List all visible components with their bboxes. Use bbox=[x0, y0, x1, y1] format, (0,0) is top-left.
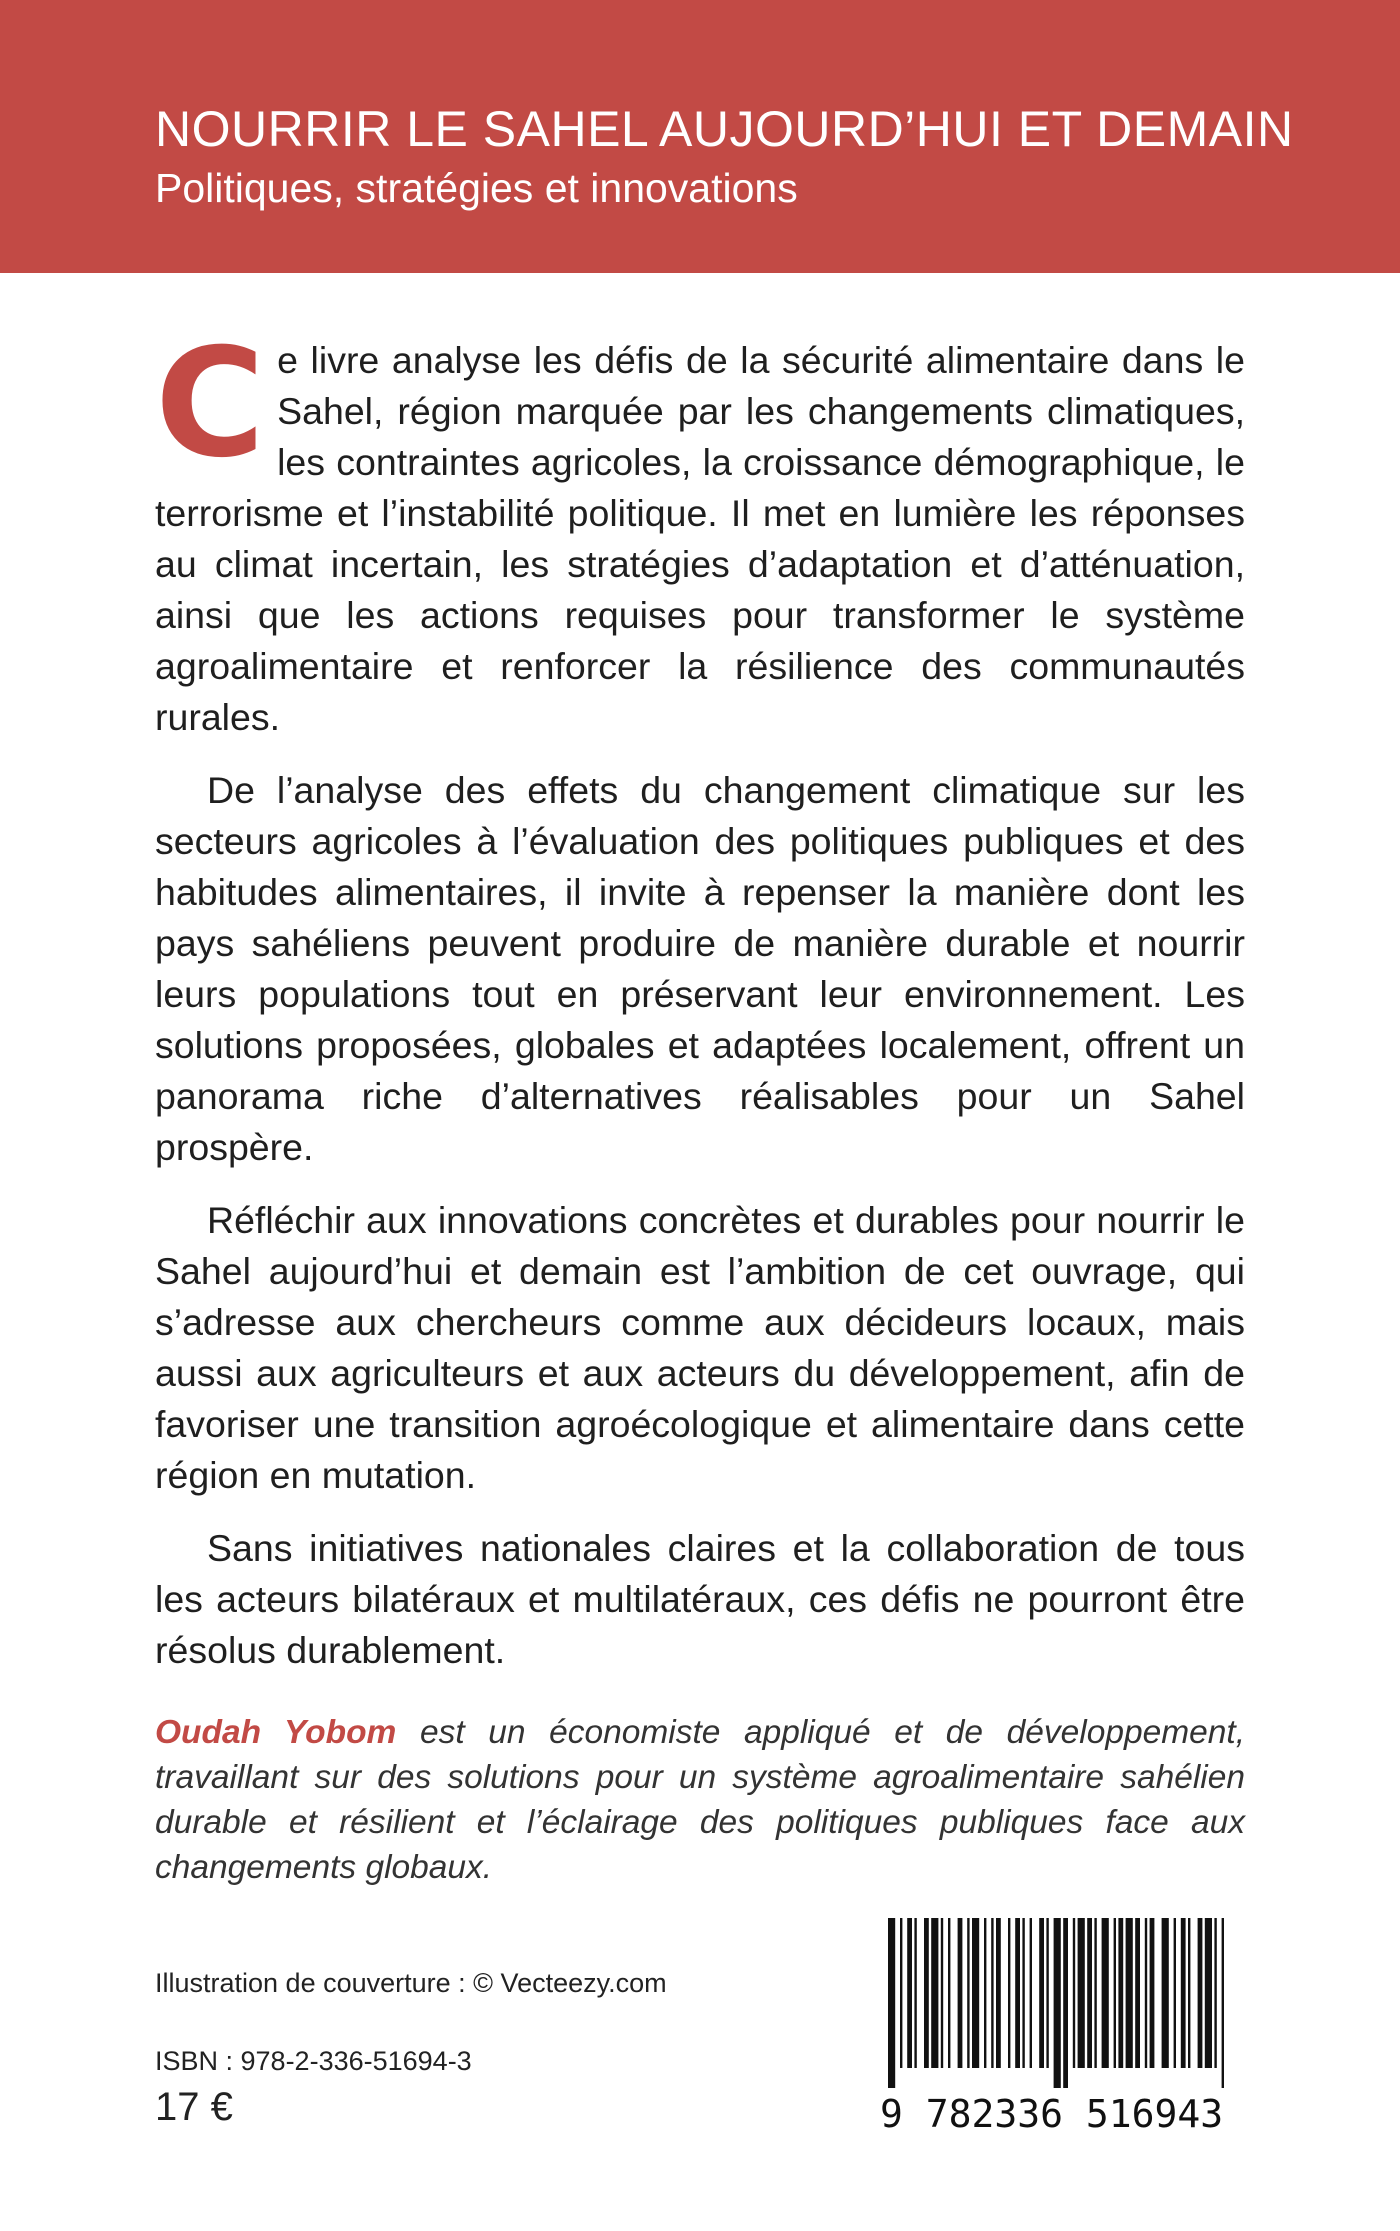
barcode-bar bbox=[1188, 1918, 1190, 2068]
blurb-paragraph-2: De l’analyse des effets du changement climatique sur les secteurs agricoles à l’évaluation des politiques publiques et des habitudes alimentaires, il invite à repenser la manière dont les pays sahéliens peuvent produire de manière durable et nourrir leurs populations tout en préservant leur environnement. Les solutions proposées, globales et adaptées localement, offrent un panorama riche d’alternatives réalisables pour un Sahel prospère. bbox=[155, 769, 1245, 1168]
book-subtitle: Politiques, stratégies et innovations bbox=[155, 165, 798, 211]
barcode-bar bbox=[888, 1918, 895, 2088]
barcode-bar bbox=[907, 1918, 912, 2068]
blurb bbox=[155, 317, 1245, 1698]
blurb-paragraph-1-text: e livre analyse les défis de la sécurité alimentaire dans le Sahel, région marquée par les changements climatiques, les contraintes agricoles, la croissance démographique, le terrorisme et l’instabilité politique. Il met en lumière les réponses au climat incertain, les stratégies d’adaptation et d’atténuation, ainsi que les actions requises pour transformer le système agroalimentaire et renforcer la résilience des communautés rurales. bbox=[155, 339, 1245, 738]
barcode-bar bbox=[1063, 1918, 1068, 2088]
barcode-bar bbox=[1114, 1918, 1116, 2068]
drop-cap: C bbox=[155, 317, 266, 491]
book-title: NOURRIR LE SAHEL AUJOURD’HUI ET DEMAIN bbox=[155, 101, 1294, 157]
barcode-bar bbox=[1126, 1918, 1133, 2068]
barcode-bar bbox=[1073, 1918, 1075, 2068]
author-bio-text: est un économiste appliqué et de développement, travaillant sur des solutions pour un système agroalimentaire sahélien durable et résilient et l’éclairage des politiques publiques face aux changements globaux. bbox=[155, 1714, 1245, 1886]
barcode-bar bbox=[967, 1918, 969, 2068]
blurb-paragraph-1 bbox=[155, 317, 1245, 743]
barcode-bar bbox=[948, 1918, 950, 2068]
barcode-bar bbox=[931, 1918, 938, 2068]
barcode-digits: 9 782336 516943 bbox=[880, 2092, 1224, 2136]
barcode-bar bbox=[1174, 1918, 1176, 2068]
barcode-bar bbox=[1181, 1918, 1186, 2068]
illustration-credit: Illustration de couverture : © Vecteezy.com bbox=[155, 1968, 667, 1998]
barcode-bar bbox=[1022, 1918, 1024, 2068]
barcode-bar bbox=[1078, 1918, 1085, 2068]
barcode-bar bbox=[1054, 1918, 1061, 2088]
blurb-paragraph-4: Sans initiatives nationales claires et la collaboration de tous les acteurs bilatéraux et multilatéraux, ces défis ne pourront être résolus durablement. bbox=[155, 1527, 1245, 1671]
author-name: Oudah Yobom bbox=[155, 1714, 397, 1751]
barcode-bar bbox=[958, 1918, 963, 2068]
blurb-paragraph-3: Réfléchir aux innovations concrètes et durables pour nourrir le Sahel aujourd’hui et demain est l’ambition de cet ouvrage, qui s’adresse aux chercheurs comme aux décideurs locaux, mais aussi aux agriculteurs et aux acteurs du développement, afin de favoriser une transition agroécologique et alimentaire dans cette région en mutation. bbox=[155, 1199, 1245, 1496]
price: 17 € bbox=[155, 2085, 233, 2129]
barcode-bar bbox=[1102, 1918, 1109, 2068]
barcode-bar bbox=[1135, 1918, 1140, 2068]
barcode-bar bbox=[1205, 1918, 1212, 2068]
barcode-bar bbox=[972, 1918, 979, 2068]
barcode-bar bbox=[1039, 1918, 1044, 2068]
barcode-bars-icon bbox=[880, 1918, 1240, 2088]
barcode-bar bbox=[900, 1918, 902, 2068]
barcode-bar bbox=[1198, 1918, 1203, 2068]
barcode-bar bbox=[1222, 1918, 1224, 2088]
barcode-bar bbox=[1150, 1918, 1155, 2068]
barcode-bar bbox=[1118, 1918, 1123, 2068]
barcode-bar bbox=[1015, 1918, 1020, 2068]
barcode-bar bbox=[984, 1918, 986, 2068]
barcode-bar bbox=[1008, 1918, 1010, 2068]
barcode-bar bbox=[1094, 1918, 1096, 2068]
barcode-bar bbox=[924, 1918, 929, 2068]
barcode-bar bbox=[1030, 1918, 1032, 2068]
barcode-bar bbox=[996, 1918, 1001, 2068]
author-bio bbox=[155, 1710, 1245, 1890]
barcode-bar bbox=[914, 1918, 916, 2068]
barcode-bar bbox=[1162, 1918, 1169, 2068]
barcode-bar bbox=[991, 1918, 993, 2068]
isbn: ISBN : 978-2-336-51694-3 bbox=[155, 2046, 472, 2076]
cover-header-band bbox=[0, 0, 1400, 273]
barcode-bar bbox=[941, 1918, 943, 2068]
barcode-bar bbox=[1145, 1918, 1147, 2068]
barcode-bar bbox=[1087, 1918, 1092, 2068]
barcode-bar bbox=[1214, 1918, 1216, 2068]
barcode-bar bbox=[1046, 1918, 1048, 2068]
